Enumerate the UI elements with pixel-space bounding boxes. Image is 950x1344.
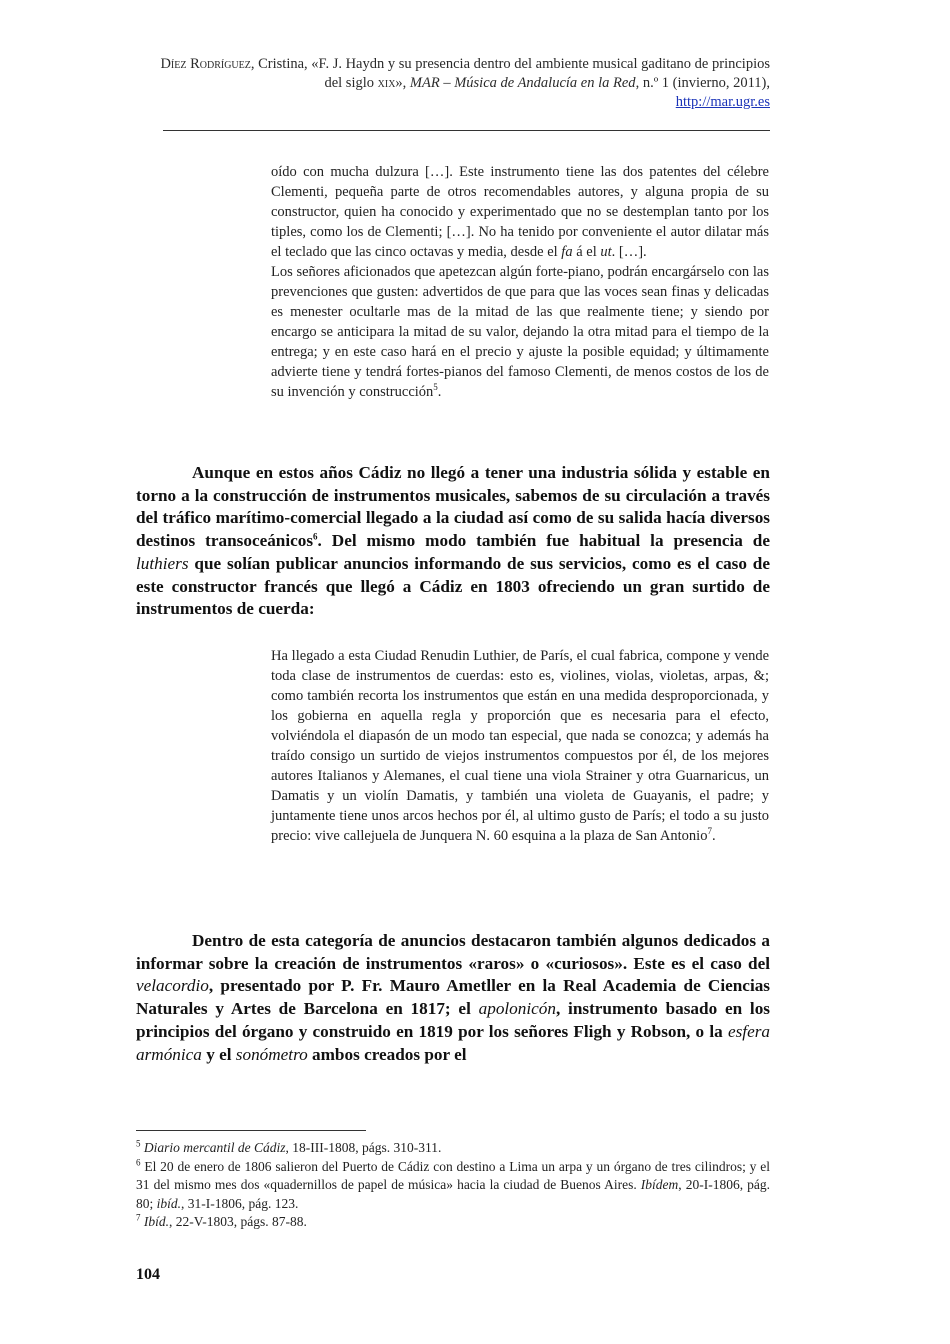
quote1-paragraph-2: Los señores aficionados que apetezcan algún forte-piano, podrán encargárselo con las prevenciones que gusten: advertidos de que para que las voces sean finas y delicadas es menester ocultarle mas de la mitad de las que realmente tiene; y siendo por encargo se anticipara la mitad de su valor, dejando la otra mitad para el tiempo de la entrega; y en este caso hará en el precio y ajuste la posible equidad; y últimamente advierte tiene y tendrá fortes-pianos del famoso Clementi, de menos costos de los de su invención y construcción$^5$. bbox=[271, 264, 769, 400]
header-citation: , Cristina, «F. J. Haydn y su presencia dentro del ambiente musical gaditano de principios del siglo bbox=[250, 56, 770, 91]
footnote-ref-6[interactable]: 6 bbox=[313, 531, 318, 542]
quote2-paragraph: Ha llegado a esta Ciudad Renudin Luthier, de París, el cual fabrica, compone y vende toda clase de instrumentos de cuerdas: esto es, violines, violas, violetas, arpas, &; como también recorta los instrumentos que están en una medida desproporcionada, y los gobierna en aquella regla y proporción que es necesaria para el efecto, volviéndola el diapasón de un modo tan especial, que nada se conozca; y además ha traído consigo un surtido de viejos instrumentos compuestos por él, de los mejores autores Italianos y Alemanes, el cual tiene una viola Strainer y otra Guarnaricus, un Damatis y un violín Damatis, y también una violeta de Guayanis, el padre; y juntamente tiene unos arcos hechos por él, al ultimo gusto de París; el todo a su justo precio: vive callejuela de Junquera N. 60 esquina a la plaza de San Antonio$^7$. bbox=[271, 648, 769, 844]
footnote-ref-7[interactable]: 7 bbox=[707, 826, 712, 837]
header-issue: , n.º 1 (invierno, 2011), bbox=[635, 75, 770, 91]
block-quote-2 bbox=[271, 646, 769, 846]
footnote-6: $^6$ El 20 de enero de 1806 salieron del Puerto de Cádiz con destino a Lima un arpa y un órgano de tres cilindros; y el 31 del mismo mes dos «quadernillos de papel de música» hacia la ciudad de Buenos Aires. Ibídem, 20-I-1806, pág. 80; ibíd., 31-I-1806, pág. 123. bbox=[136, 1157, 770, 1211]
footnote-ref-5[interactable]: 5 bbox=[433, 382, 438, 393]
header-author-surname: Díez Rodríguez bbox=[160, 56, 251, 72]
block-quote-1 bbox=[271, 162, 769, 402]
body-paragraph-1: Aunque en estos años Cádiz no llegó a tener una industria sólida y estable en torno a la construcción de instrumentos musicales, sabemos de su circulación a través del tráfico marítimo-comercial llegado a la ciudad así como de su salida hacía diversos destinos transoceánicos$^6$. Del mismo modo también fue habitual la presencia de luthiers que solían publicar anuncios informando de sus servicios, como es el caso de este constructor francés que llegó a Cádiz en 1803 ofreciendo un gran surtido de instrumentos de cuerda: bbox=[136, 463, 770, 619]
footnote-5: $^5$ Diario mercantil de Cádiz, 18-III-1808, págs. 310-311. bbox=[136, 1138, 442, 1155]
footnotes bbox=[136, 1139, 770, 1232]
header-century: xix bbox=[377, 75, 396, 91]
header-rule bbox=[163, 130, 770, 131]
running-header: Díez Rodríguez, Cristina, «F. J. Haydn y su presencia dentro del ambiente musical gaditano de principios del siglo xix», MAR – Música de Andalucía en la Red, n.º 1 (invierno, 2011), http://mar.ugr.es bbox=[160, 56, 770, 110]
header-journal: MAR – Música de Andalucía en la Red bbox=[409, 75, 636, 91]
footnote-separator bbox=[136, 1130, 366, 1131]
body-paragraph-2: Dentro de esta categoría de anuncios destacaron también algunos dedicados a informar sobre la creación de instrumentos «raros» o «curiosos». Este es el caso del velacordio, presentado por P. Fr. Mauro Ametller en la Real Academia de Ciencias Naturales y Artes de Barcelona en 1817; el apolonicón, instrumento basado en los principios del órgano y construido en 1819 por los señores Fligh y Robson, o la esfera armónica y el sonómetro ambos creados por el bbox=[136, 931, 770, 1064]
header-url-link[interactable]: http://mar.ugr.es bbox=[675, 94, 770, 110]
footnote-7: $^7$ Ibíd., 22-V-1803, págs. 87-88. bbox=[136, 1212, 307, 1229]
quote1-paragraph-1: oído con mucha dulzura […]. Este instrumento tiene las dos patentes del célebre Clementi, pequeña parte de otros recomendables autores, y alguna propia de su constructor, quien ha conocido y experimentado que no se destemplan tanto por los tiples, como los de Clementi; […]. No ha tenido por conveniente el autor dilatar más el teclado que las cinco octavas y media, desde el fa á el ut. […]. bbox=[271, 164, 769, 260]
page-number: 104 bbox=[136, 1266, 160, 1283]
